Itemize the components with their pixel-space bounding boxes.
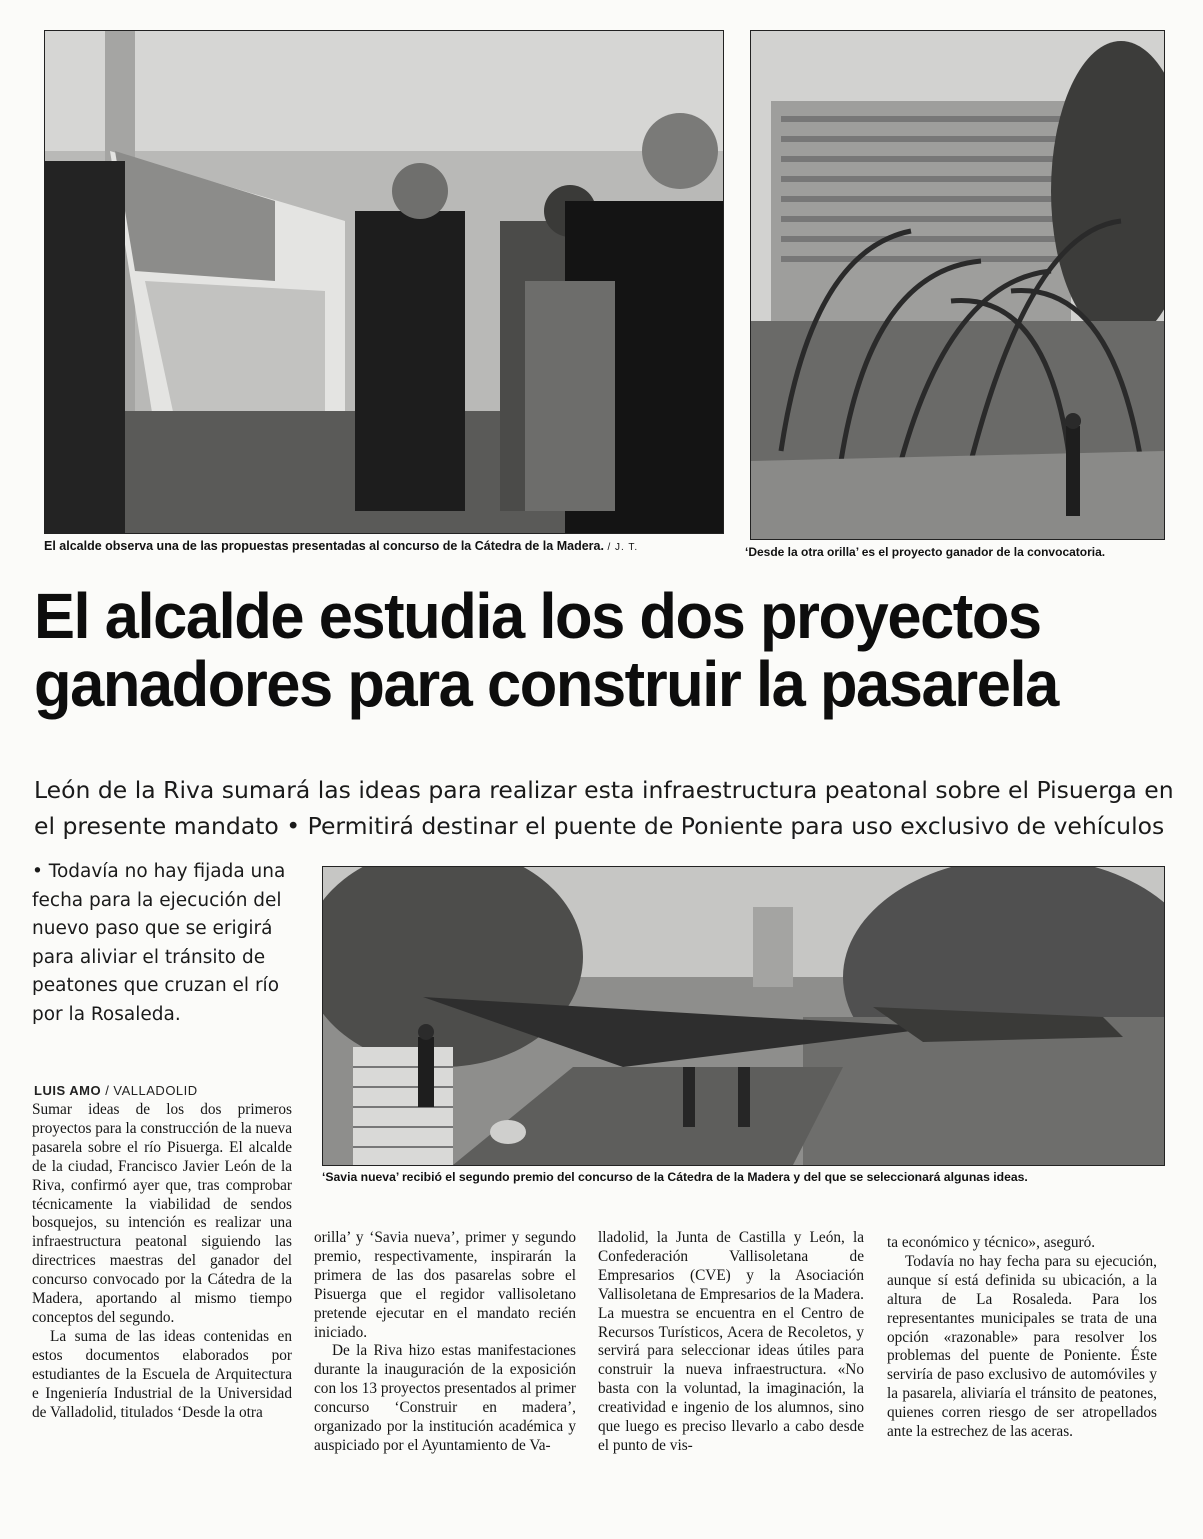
headline-line-2: ganadores para construir la pasarela (34, 648, 1058, 720)
headline-line-1: El alcalde estudia los dos proyectos (34, 580, 1041, 652)
body-paragraph: lladolid, la Junta de Castilla y León, la Confederación Vallisoletana de Empresarios (CVE) y la Asociación Vallisoletana de Empresarios de la Madera. La muestra se encuentra en el Centro de Recursos Turísticos, Acera de Recoletos, y servirá para seleccionar ideas útiles para construir la nueva infraestructura. «No basta con la voluntad, la imaginación, la creatividad e ingenio de los alumnos, sino que luego es preciso llevarlo a cabo desde el punto de vis- (598, 1229, 864, 1454)
caption-middle (322, 1170, 1028, 1184)
body-column-2 (314, 1229, 576, 1456)
lead-summary: • Todavía no hay fijada una fecha para la ejecución del nuevo paso que se erigirá para aliviar el tránsito de peatones que cruzan el río por la Rosaleda. (32, 861, 286, 1025)
subheadline-line-2: el presente mandato • Permitirá destinar el puente de Poniente para uso exclusivo de vehículos (34, 812, 1165, 840)
byline-author: LUIS AMO (34, 1083, 102, 1098)
byline-place: VALLADOLID (113, 1083, 198, 1098)
body-paragraph: orilla’ y ‘Savia nueva’, primer y segundo premio, respectivamente, inspirarán la primera de las dos pasarelas sobre el Pisuerga que el regidor vallisoletano pretende ejecutar en el mandato recién iniciado. (314, 1229, 576, 1341)
photo-second-prize-project (322, 866, 1165, 1166)
body-column-3 (598, 1229, 864, 1456)
caption-top-right-text: ‘Desde la otra orilla’ es el proyecto ganador de la convocatoria. (745, 545, 1106, 559)
body-column-4 (887, 1234, 1157, 1442)
photo-winning-project (750, 30, 1165, 540)
subheadline (34, 772, 1174, 844)
headline (34, 582, 1128, 718)
caption-middle-text: ‘Savia nueva’ recibió el segundo premio del concurso de la Cátedra de la Madera y del que se seleccionará algunas ideas. (322, 1170, 1028, 1184)
photo-credit: / J. T. (607, 542, 639, 553)
caption-top-left (44, 539, 638, 553)
caption-top-right (745, 545, 1105, 559)
byline-separator: / (101, 1083, 114, 1098)
caption-top-left-text: El alcalde observa una de las propuestas presentadas al concurso de la Cátedra de la Madera. (44, 539, 604, 553)
body-paragraph: Todavía no hay fecha para su ejecución, aunque sí está definida su ubicación, a la altura de La Rosaleda. Para los representantes municipales se trata de una opción «razonable» para resolver los problemas del puente de Poniente. Éste serviría de paso exclusivo de automóviles y la pasarela, aliviaría el tránsito de peatones, quienes corren riesgo de ser atropellados ante la estrechez de las aceras. (887, 1252, 1157, 1441)
byline (34, 1083, 198, 1098)
body-paragraph: ta económico y técnico», aseguró. (887, 1234, 1096, 1251)
photo-mayor-exhibition (44, 30, 724, 534)
body-paragraph: La suma de las ideas contenidas en estos documentos elaborados por estudiantes de la Escuela de Arquitectura e Ingeniería Industrial de la Universidad de Valladolid, titulados ‘Desde la otra (32, 1327, 292, 1421)
body-column-1 (32, 1101, 292, 1422)
subheadline-line-1: León de la Riva sumará las ideas para realizar esta infraestructura peatonal sobre el Pisuerga en (34, 776, 1174, 804)
body-paragraph: Sumar ideas de los dos primeros proyectos para la construcción de la nueva pasarela sobre el río Pisuerga. El alcalde de la ciudad, Francisco Javier León de la Riva, confirmó ayer que, tras comprobar técnicamente la viabilidad de sendos bosquejos, su intención es realizar una infraestructura peatonal siguiendo las directrices maestras del ganador del concurso convocado por la Cátedra de la Madera, aportando al mismo tiempo conceptos del segundo. (32, 1101, 292, 1326)
body-paragraph: De la Riva hizo estas manifestaciones durante la inauguración de la exposición con los 13 proyectos presentados al primer concurso ‘Construir en madera’, organizado por la institución académica y auspiciado por el Ayuntamiento de Va- (314, 1342, 576, 1454)
